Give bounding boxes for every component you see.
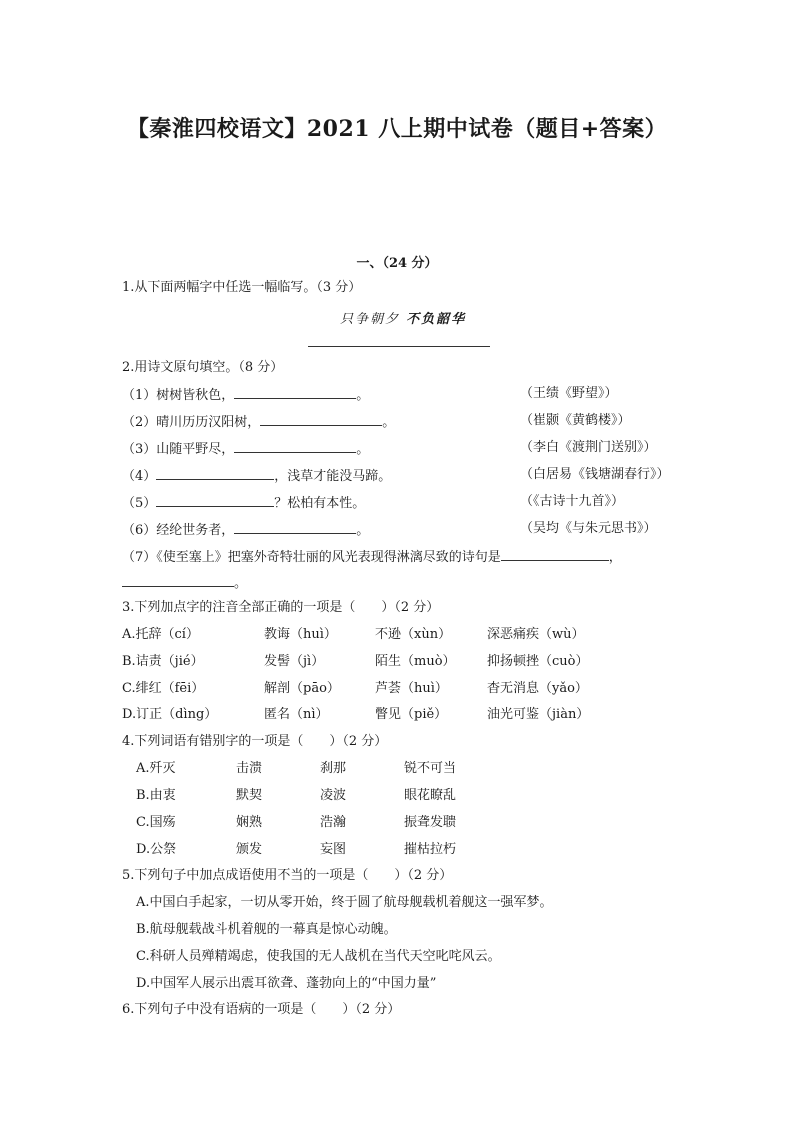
poem-row-post: ？松柏有本性。: [274, 496, 366, 511]
option-word: 妄图: [320, 842, 347, 857]
question-1-stem: 1.从下面两幅字中任选一幅临写。（3 分）: [122, 280, 362, 295]
section-heading: 一、（24 分）: [356, 256, 438, 271]
answer-blank[interactable]: [260, 412, 382, 426]
poem-row-3: [122, 439, 369, 459]
poem-row-pre: （1）树树皆秋色，: [122, 388, 235, 403]
option-word: 锐不可当: [404, 761, 457, 776]
page-title: 【秦淮四校语文】2021 八上期中试卷（题目+答案）: [126, 116, 668, 142]
poem-source-1: （王绩《野望》）: [520, 386, 618, 401]
option-word: B.由衷: [136, 788, 176, 803]
option-word: 瞥见（piě）: [375, 707, 448, 722]
answer-blank[interactable]: [234, 439, 356, 453]
option-word: 刹那: [320, 761, 347, 776]
poem-source-4: （白居易《钱塘湖春行》）: [520, 467, 670, 482]
poem-row-post: 。: [356, 442, 370, 457]
answer-blank[interactable]: [122, 573, 234, 587]
poem-source-2: （崔颢《黄鹤楼》）: [520, 413, 631, 428]
poem-row-1: [122, 385, 369, 405]
option-word: 不逊（xùn）: [375, 627, 452, 642]
poem-row-post: 。: [234, 576, 248, 591]
option-word: 摧枯拉朽: [404, 842, 457, 857]
answer-blank[interactable]: [234, 385, 356, 399]
option-word: 芦荟（huì）: [375, 681, 448, 696]
question-4-stem: 4.下列词语有错别字的一项是（ ）（2 分）: [122, 734, 388, 749]
option-word: 振聋发聩: [404, 815, 457, 830]
option-word: 浩瀚: [320, 815, 347, 830]
poem-row-post: 。: [382, 415, 396, 430]
calligraphy-a: 只争朝夕: [340, 312, 401, 327]
poem-row-pre: （5）: [122, 496, 157, 511]
answer-blank[interactable]: [156, 466, 274, 480]
option-word: 深恶痛疾（wù）: [487, 627, 585, 642]
option-word: 抑扬顿挫（cuò）: [487, 654, 589, 669]
poem-row-post: 。: [356, 523, 370, 538]
option-word: 教诲（huì）: [264, 627, 337, 642]
poem-row-6: [122, 520, 369, 540]
poem-row-post: 。: [356, 388, 370, 403]
answer-blank[interactable]: [501, 547, 609, 561]
copy-line[interactable]: [308, 346, 490, 347]
option-word: C.绯红（fēi）: [122, 681, 205, 696]
poem-row-pre: （4）: [122, 469, 157, 484]
poem-source-6: （吴均《与朱元思书》）: [520, 521, 657, 536]
option-word: D.公祭: [136, 842, 177, 857]
poem-row-pre: （3）山随平野尽，: [122, 442, 235, 457]
option-word: 默契: [236, 788, 263, 803]
poem-row-7: [122, 547, 622, 567]
question-5-stem: 5.下列句子中加点成语使用不当的一项是（ ）（2 分）: [122, 868, 453, 883]
poem-source-5: （《古诗十九首》）: [520, 494, 625, 509]
option-word: 解剖（pāo）: [264, 681, 340, 696]
poem-row-post: ，浅草才能没马蹄。: [274, 469, 392, 484]
poem-row-pre: （2）晴川历历汉阳树，: [122, 415, 261, 430]
poem-row-7-cont: [122, 573, 247, 593]
q5-option-d[interactable]: D.中国军人展示出震耳欲聋、蓬勃向上的“中国力量”: [136, 976, 437, 991]
option-word: B.诘责（jié）: [122, 654, 204, 669]
question-2-stem: 2.用诗文原句填空。（8 分）: [122, 360, 284, 375]
option-word: 油光可鉴（jiàn）: [487, 707, 590, 722]
poem-row-pre: （7）《使至塞上》把塞外奇特壮丽的风光表现得淋漓尽致的诗句是: [122, 550, 501, 565]
option-word: A.托辞（cí）: [122, 627, 199, 642]
calligraphy-sample: [340, 308, 466, 327]
option-word: D.订正（dìng）: [122, 707, 218, 722]
option-word: 发髻（jì）: [264, 654, 325, 669]
question-3-stem: 3.下列加点字的注音全部正确的一项是（ ）（2 分）: [122, 600, 440, 615]
option-word: 颁发: [236, 842, 263, 857]
option-word: 娴熟: [236, 815, 263, 830]
poem-row-4: [122, 466, 391, 486]
option-word: 匿名（nì）: [264, 707, 329, 722]
answer-blank[interactable]: [234, 520, 356, 534]
poem-source-3: （李白《渡荆门送别》）: [520, 440, 657, 455]
answer-blank[interactable]: [156, 493, 274, 507]
calligraphy-b: 不负韶华: [406, 312, 467, 327]
option-word: 杳无消息（yǎo）: [487, 681, 588, 696]
option-word: 陌生（muò）: [375, 654, 456, 669]
option-word: 眼花瞭乱: [404, 788, 457, 803]
option-word: C.国殇: [136, 815, 176, 830]
option-word: A.歼灭: [136, 761, 176, 776]
question-6-stem: 6.下列句子中没有语病的一项是（ ）（2 分）: [122, 1002, 401, 1017]
option-word: 凌波: [320, 788, 347, 803]
q5-option-a[interactable]: A.中国白手起家，一切从零开始，终于圆了航母舰载机着舰这一强军梦。: [136, 895, 553, 910]
q5-option-c[interactable]: C.科研人员殚精竭虑，使我国的无人战机在当代天空叱咤风云。: [136, 949, 501, 964]
option-word: 击溃: [236, 761, 263, 776]
poem-row-post: ，: [608, 550, 622, 565]
poem-row-2: [122, 412, 395, 432]
poem-row-5: [122, 493, 365, 513]
poem-row-pre: （6）经纶世务者，: [122, 523, 235, 538]
q5-option-b[interactable]: B.航母舰载战斗机着舰的一幕真是惊心动魄。: [136, 922, 397, 937]
